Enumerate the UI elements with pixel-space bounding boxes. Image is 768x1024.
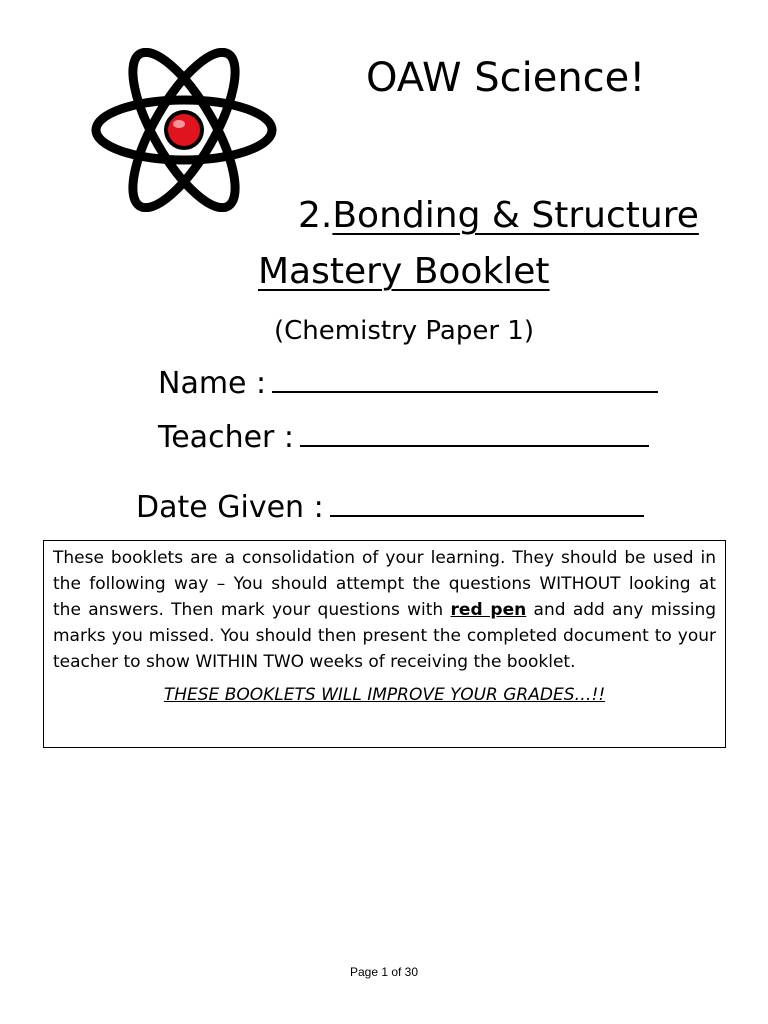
teacher-blank-line — [300, 419, 649, 447]
atom-icon — [88, 48, 280, 212]
instructions-part-2: and add any missing marks you missed. You should then present the completed document to your teacher to show WITHIN TWO weeks of receiving the booklet. — [53, 600, 717, 672]
grades-motto: THESE BOOKLETS WILL IMPROVE YOUR GRADES…!! — [163, 685, 606, 705]
date-given-label: Date Given : — [136, 490, 324, 525]
name-blank-line — [272, 365, 658, 393]
teacher-label: Teacher : — [158, 420, 295, 455]
name-label: Name : — [158, 366, 267, 401]
instructions-part-1: These booklets are a consolidation of your learning. They should be used in the following way – You should attempt the questions WITHOUT looking at the answers. Then mark your questions with — [53, 548, 716, 620]
red-pen-emphasis: red pen — [450, 600, 527, 620]
name-field — [158, 365, 658, 403]
teacher-field — [158, 419, 649, 457]
booklet-label: Mastery Booklet — [258, 251, 550, 292]
page-number: Page 1 of 30 — [349, 965, 419, 979]
date-given-blank-line — [330, 489, 644, 517]
brand-title: OAW Science! — [366, 55, 646, 101]
date-given-field — [136, 489, 644, 527]
topic-title — [298, 194, 699, 238]
instructions-text — [53, 545, 716, 675]
instructions-box — [43, 540, 726, 748]
topic-name: Bonding & Structure — [332, 195, 699, 236]
topic-number: 2. — [298, 195, 333, 236]
paper-label: (Chemistry Paper 1) — [274, 316, 534, 346]
